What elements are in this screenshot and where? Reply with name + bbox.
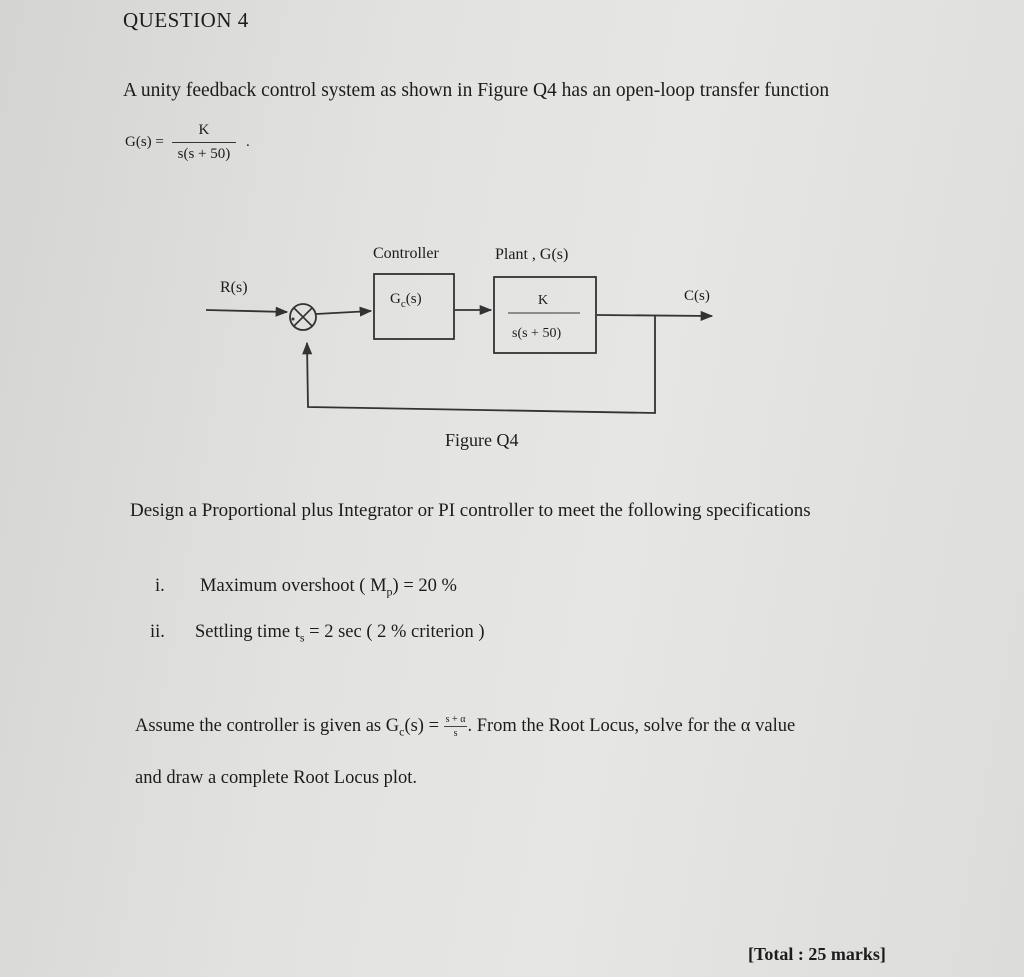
transfer-function-denominator: s(s + 50) <box>172 142 237 163</box>
transfer-function-period: . <box>246 134 250 150</box>
assume-before: Assume the controller is given as G <box>135 715 400 736</box>
summing-junction <box>290 304 316 330</box>
assume-mid: (s) = <box>404 715 440 736</box>
output-line <box>597 315 712 316</box>
transfer-function-numerator: K <box>198 122 210 138</box>
spec-subscript: s <box>299 630 305 645</box>
controller-fraction <box>444 714 468 739</box>
spec-text: Maximum overshoot ( M <box>200 576 387 596</box>
spec-value: = 2 sec ( 2 % criterion ) <box>304 622 485 642</box>
spec-subscript: p <box>386 584 393 599</box>
controller-block-label: $G_c(s)$ <box>390 291 422 310</box>
assume-after: . From the Root Locus, solve for the α value <box>467 715 796 736</box>
plant-block <box>494 277 596 353</box>
output-label: C(s) <box>684 288 710 304</box>
plant-numerator: K <box>538 293 549 308</box>
controller-fraction-numerator: s + α <box>445 714 466 725</box>
design-text: Design a Proportional plus Integrator or PI controller to meet the following specifications <box>130 500 811 521</box>
plant-denominator: s(s + 50) <box>512 326 562 341</box>
spec-text: Settling time t <box>195 622 300 642</box>
spec-item-settling-time <box>150 622 484 646</box>
spec-number: i. <box>155 576 165 596</box>
spec-number: ii. <box>150 622 165 642</box>
assume-subscript: c <box>399 724 405 739</box>
spec-item-overshoot <box>155 576 457 600</box>
input-label: R(s) <box>220 279 248 296</box>
input-line <box>206 310 287 312</box>
plant-label: Plant , G(s) <box>495 246 569 263</box>
question-title: QUESTION 4 <box>123 8 249 32</box>
controller-fraction-denominator: s <box>453 728 458 739</box>
total-marks: [Total : 25 marks] <box>748 944 886 964</box>
draw-text: and draw a complete Root Locus plot. <box>135 768 418 788</box>
intro-text: A unity feedback control system as shown in Figure Q4 has an open-loop transfer function <box>123 80 830 101</box>
assume-text <box>135 714 795 739</box>
feedback-path <box>307 316 655 413</box>
junction-to-controller-line <box>316 311 371 314</box>
controller-label: Controller <box>373 245 439 262</box>
spec-value: ) = 20 % <box>392 576 457 596</box>
figure-caption: Figure Q4 <box>445 430 519 450</box>
transfer-function-lhs: G(s) = <box>125 134 164 150</box>
